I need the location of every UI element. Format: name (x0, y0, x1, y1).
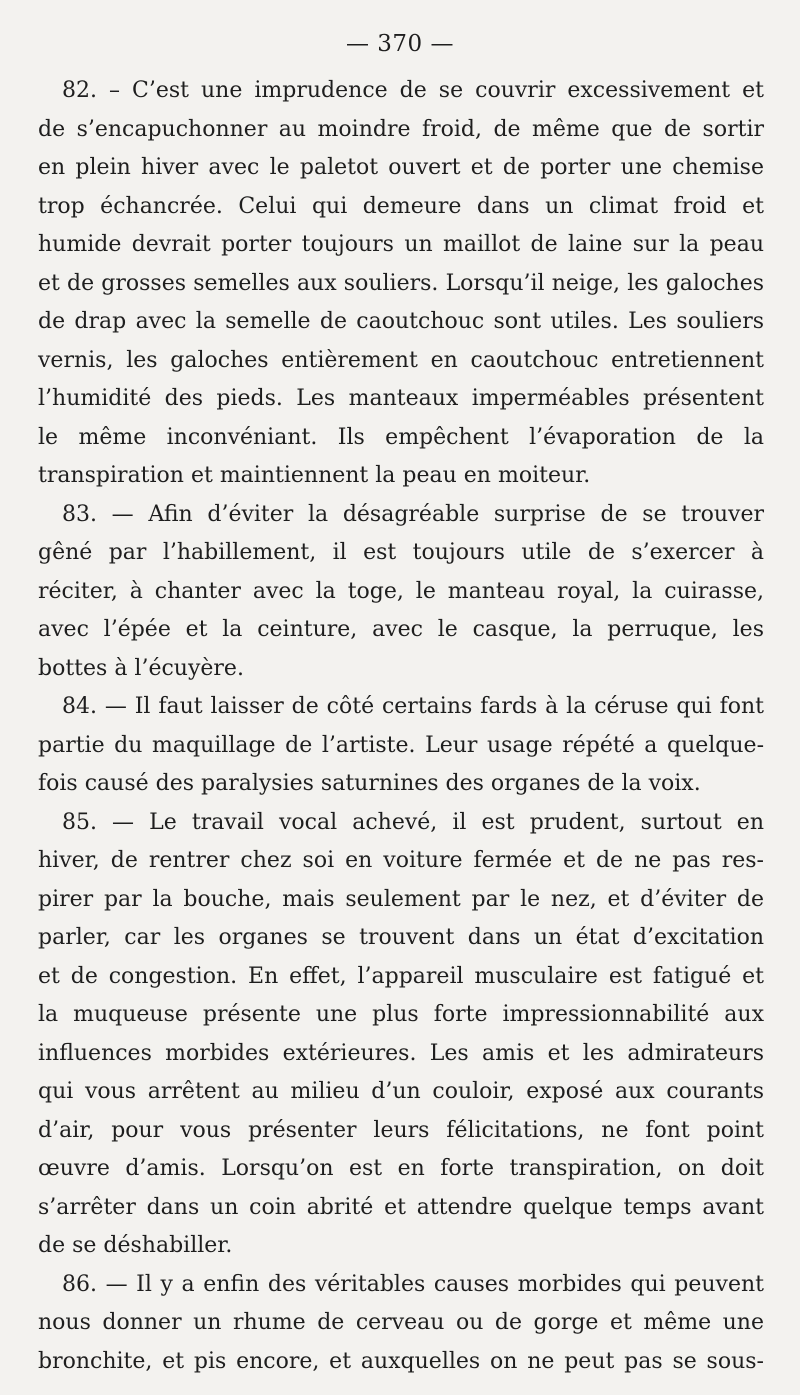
text-line: d’air, pour vous présenter leurs félicitations, ne font point (38, 1117, 764, 1143)
paragraph-86 (38, 1266, 764, 1382)
text-line: vernis, les galoches entièrement en caoutchouc entretiennent (38, 347, 764, 373)
text-line: de se déshabiller. (38, 1233, 233, 1258)
text-line: pirer par la bouche, mais seulement par le nez, et d’éviter de (38, 886, 764, 912)
paragraph-84 (38, 688, 764, 804)
text-line: bottes à l’écuyère. (38, 655, 244, 681)
text-line: réciter, à chanter avec la toge, le manteau royal, la cuirasse, (38, 578, 764, 604)
text-line: de s’encapuchonner au moindre froid, de même que de sortir (38, 116, 764, 142)
text-line: influences morbides extérieures. Les amis et les admirateurs (38, 1040, 764, 1066)
text-line: parler, car les organes se trouvent dans un état d’excitation (38, 925, 764, 950)
text-line: fois causé des paralysies saturnines des organes de la voix. (38, 771, 701, 796)
text-line: et de congestion. En effet, l’appareil musculaire est fatigué et (38, 963, 764, 989)
text-line: hiver, de rentrer chez soi en voiture fermée et de ne pas res- (38, 848, 764, 873)
paragraph-82 (38, 72, 764, 496)
body-text (38, 72, 764, 1381)
text-line: trop échancrée. Celui qui demeure dans un climat froid et (38, 193, 764, 219)
text-line: l’humidité des pieds. Les manteaux imperméables présentent (38, 386, 764, 411)
text-line: qui vous arrêtent au milieu d’un couloir, exposé aux courants (38, 1079, 764, 1104)
text-line: gêné par l’habillement, il est toujours utile de s’exercer à (38, 540, 764, 565)
text-line: 86. — Il y a enfin des véritables causes morbides qui peuvent (62, 1271, 764, 1297)
text-line: bronchite, et pis encore, et auxquelles on ne peut pas se sous- (38, 1348, 764, 1374)
text-line: de drap avec la semelle de caoutchouc sont utiles. Les souliers (38, 309, 764, 334)
text-line: nous donner un rhume de cerveau ou de gorge et même une (38, 1310, 764, 1335)
page-number: — 370 — (345, 31, 455, 57)
text-line: partie du maquillage de l’artiste. Leur usage répété a quelque- (38, 732, 764, 758)
text-line: s’arrêter dans un coin abrité et attendre quelque temps avant (38, 1194, 764, 1220)
text-line: 82. – C’est une imprudence de se couvrir excessivement et (62, 78, 764, 103)
text-line: 83. — Afin d’éviter la désagréable surprise de se trouver (62, 501, 764, 527)
text-line: et de grosses semelles aux souliers. Lorsqu’il neige, les galoches (38, 270, 764, 296)
paragraph-83 (38, 496, 764, 689)
text-line: en plein hiver avec le paletot ouvert et de porter une chemise (38, 155, 764, 180)
text-line: 85. — Le travail vocal achevé, il est prudent, surtout en (62, 809, 764, 835)
text-line: la muqueuse présente une plus forte impressionnabilité aux (38, 1002, 764, 1027)
text-line: œuvre d’amis. Lorsqu’on est en forte transpiration, on doit (38, 1156, 764, 1181)
text-line: 84. — Il faut laisser de côté certains fards à la céruse qui font (62, 694, 764, 719)
text-line: transpiration et maintiennent la peau en moiteur. (38, 463, 591, 488)
text-line: le même inconvéniant. Ils empêchent l’évaporation de la (38, 424, 764, 450)
paragraph-85 (38, 804, 764, 1266)
text-line: humide devrait porter toujours un maillot de laine sur la peau (38, 232, 764, 257)
text-line: avec l’épée et la ceinture, avec le casque, la perruque, les (38, 617, 764, 642)
